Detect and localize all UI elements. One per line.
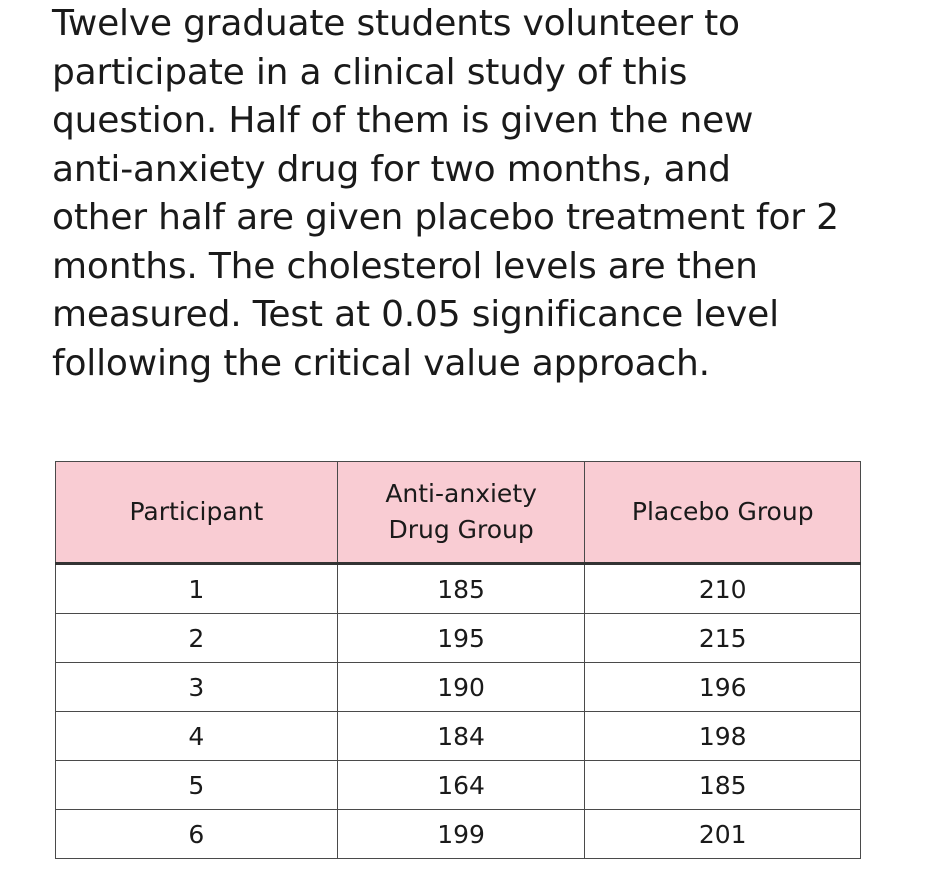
table-header [56,462,861,564]
header-drug-line1: Anti-anxiety [385,479,537,508]
cell-participant: 4 [56,712,338,761]
header-participant: Participant [56,462,338,564]
cell-drug: 199 [337,810,585,859]
question-text [52,0,932,388]
header-placebo-group: Placebo Group [585,462,861,564]
cell-placebo: 196 [585,663,861,712]
table-body [56,564,861,859]
table-row [56,712,861,761]
cell-participant: 1 [56,564,338,614]
question-line: participate in a clinical study of this [52,51,688,93]
cell-drug: 195 [337,614,585,663]
cell-placebo: 210 [585,564,861,614]
question-line: question. Half of them is given the new [52,100,754,141]
cell-drug: 164 [337,761,585,810]
table-row [56,663,861,712]
cell-placebo: 201 [585,810,861,859]
cell-placebo: 215 [585,614,861,663]
cell-placebo: 198 [585,712,861,761]
data-table [55,461,861,859]
table-row [56,564,861,614]
cell-drug: 184 [337,712,585,761]
table-row [56,761,861,810]
table-row [56,810,861,859]
question-line: Twelve graduate students volunteer to [52,3,740,44]
question-line: months. The cholesterol levels are then [52,245,758,287]
question-line: anti-anxiety drug for two months, and [52,148,731,190]
question-line: following the critical value approach. [52,342,710,384]
header-drug-line2: Drug Group [388,515,534,544]
table-row [56,614,861,663]
cell-drug: 185 [337,564,585,614]
cell-drug: 190 [337,663,585,712]
cell-placebo: 185 [585,761,861,810]
header-row [56,462,861,564]
header-drug-group [337,462,585,564]
cell-participant: 3 [56,663,338,712]
question-line: measured. Test at 0.05 significance level [52,294,779,335]
question-line: other half are given placebo treatment for 2 [52,197,839,238]
cell-participant: 6 [56,810,338,859]
cell-participant: 5 [56,761,338,810]
cell-participant: 2 [56,614,338,663]
